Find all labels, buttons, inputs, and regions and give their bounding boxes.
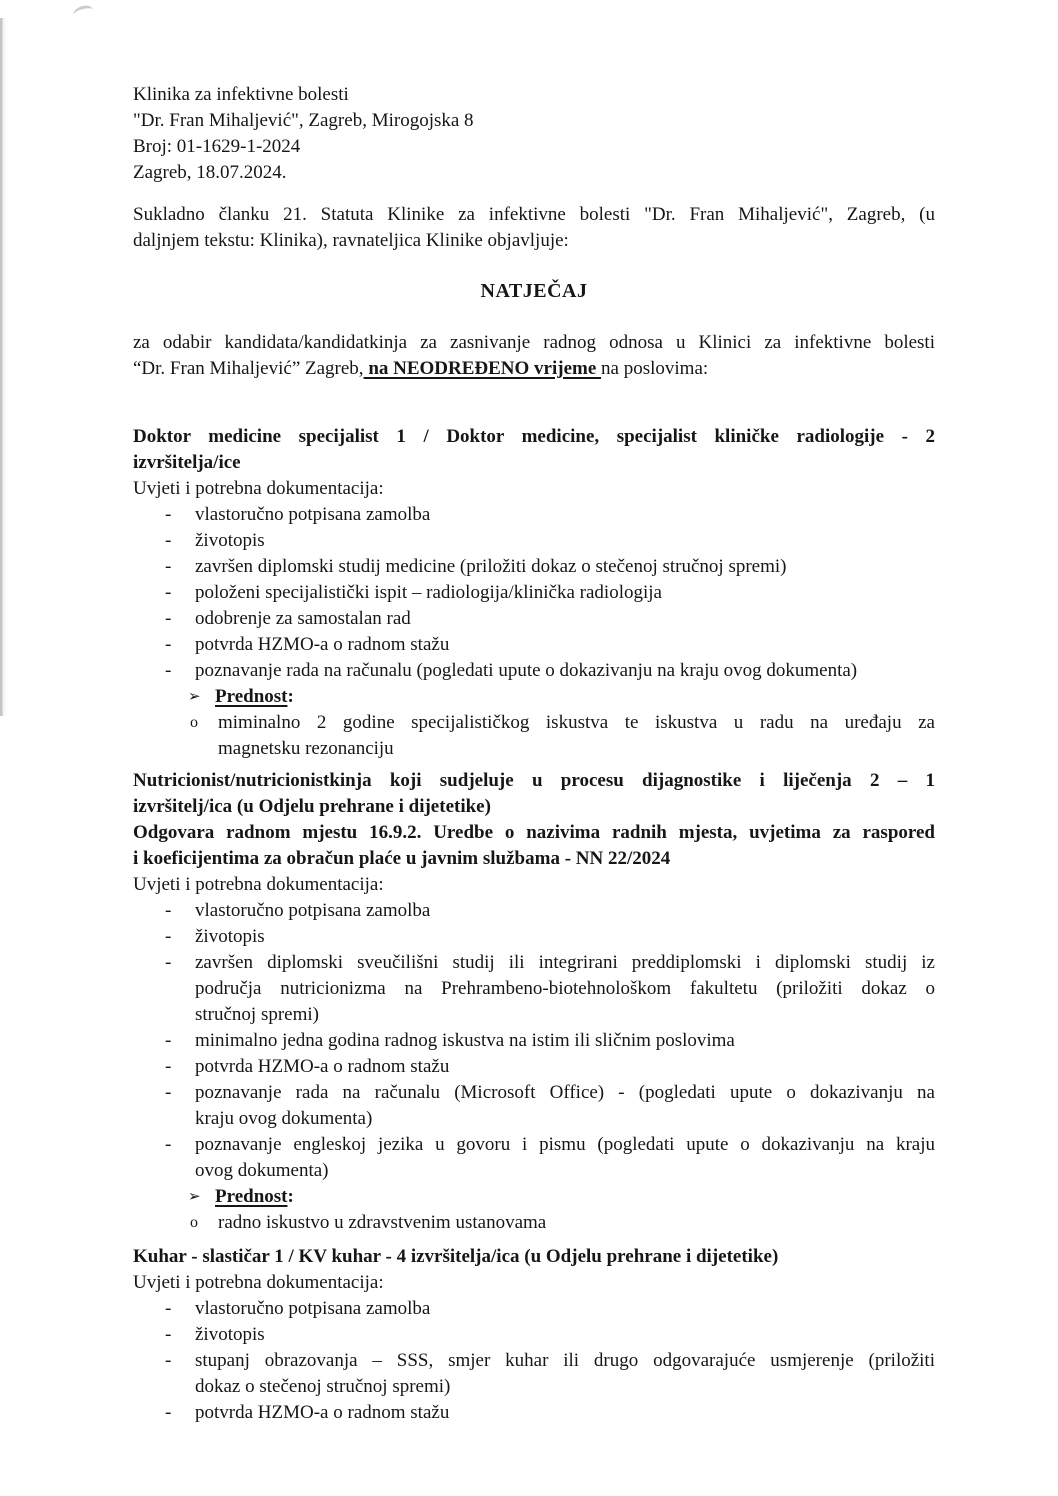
item-line: potvrda HZMO-a o radnom stažu <box>195 634 450 655</box>
circle-bullet: o <box>190 714 198 731</box>
list-item <box>133 1322 935 1348</box>
dash-bullet: - <box>165 1056 172 1077</box>
dash-bullet: - <box>165 900 172 921</box>
prednost-label: Prednost <box>215 1186 288 1207</box>
item-line: vlastoručno potpisana zamolba <box>195 1298 431 1319</box>
item-line: dokaz o stečenoj stručnoj spremi) <box>195 1376 451 1397</box>
letterhead-ref-number: Broj: 01-1629-1-2024 <box>133 136 301 157</box>
list-item <box>133 632 935 658</box>
item-line: magnetsku rezonanciju <box>218 738 394 759</box>
dash-bullet: - <box>165 634 172 655</box>
dash-bullet: - <box>165 530 172 551</box>
item-line: vlastoručno potpisana zamolba <box>195 900 431 921</box>
item-line: miminalno 2 godine specijalističkog iskustva te iskustva u radu na uređaju za <box>218 712 935 733</box>
docs-label: Uvjeti i potrebna dokumentacija: <box>133 1272 384 1293</box>
section-subtitle: i koeficijentima za obračun plaće u javnim službama - NN 22/2024 <box>133 848 671 869</box>
intro-line: Sukladno članku 21. Statuta Klinike za infektivne bolesti "Dr. Fran Mihaljević", Zagreb, (u <box>133 204 935 225</box>
letterhead-address: "Dr. Fran Mihaljević", Zagreb, Mirogojska 8 <box>133 110 474 131</box>
dash-bullet: - <box>165 1350 172 1371</box>
docs-label: Uvjeti i potrebna dokumentacija: <box>133 478 384 499</box>
section-title: izvršitelj/ica (u Odjelu prehrane i dijetetike) <box>133 796 491 817</box>
section-subtitle: Odgovara radnom mjestu 16.9.2. Uredbe o nazivima radnih mjesta, uvjetima za raspored <box>133 822 935 843</box>
lead-paragraph <box>133 330 935 382</box>
item-line: stručnoj spremi) <box>195 1004 320 1025</box>
item-line: završen diplomski studij medicine (priložiti dokaz o stečenoj stručnoj spremi) <box>195 556 787 577</box>
list-item <box>133 1054 935 1080</box>
list-item <box>133 1080 935 1132</box>
item-line: potvrda HZMO-a o radnom stažu <box>195 1402 450 1423</box>
item-line: životopis <box>195 926 265 947</box>
lead-line <box>133 356 935 382</box>
document-title: NATJEČAJ <box>480 280 588 302</box>
list-item <box>133 1348 935 1400</box>
dash-bullet: - <box>165 1030 172 1051</box>
dash-bullet: - <box>165 556 172 577</box>
item-line: položeni specijalistički ispit – radiologija/klinička radiologija <box>195 582 662 603</box>
list-item <box>133 580 935 606</box>
scan-smudge-artifact <box>72 4 94 20</box>
dash-bullet: - <box>165 582 172 603</box>
item-line: završen diplomski sveučilišni studij ili integrirani preddiplomski i diplomski studij iz <box>195 952 935 973</box>
list-item <box>133 554 935 580</box>
prednost-label: Prednost <box>215 686 288 707</box>
item-line: životopis <box>195 1324 265 1345</box>
dash-bullet: - <box>165 1298 172 1319</box>
lead-text: na poslovima: <box>601 358 709 379</box>
item-line: radno iskustvo u zdravstvenim ustanovama <box>218 1212 547 1233</box>
item-line: kraju ovog dokumenta) <box>195 1108 373 1129</box>
lead-line: za odabir kandidata/kandidatkinja za zasnivanje radnog odnosa u Klinici za infektivne bolesti <box>133 332 935 353</box>
item-line: poznavanje engleskoj jezika u govoru i pismu (pogledati upute o dokazivanju na kraju <box>195 1134 935 1155</box>
item-line: životopis <box>195 530 265 551</box>
letterhead-org-name: Klinika za infektivne bolesti <box>133 84 349 105</box>
list-item <box>133 1400 935 1426</box>
underlined-emphasis: na NEODREĐENO vrijeme <box>363 358 602 379</box>
item-line: područja nutricionizma na Prehrambeno-biotehnološkom fakultetu (priložiti dokaz o <box>195 978 935 999</box>
list-item <box>133 606 935 632</box>
section-nutricionist <box>133 768 935 1236</box>
dash-bullet: - <box>165 1324 172 1345</box>
item-line: vlastoručno potpisana zamolba <box>195 504 431 525</box>
section-title: Kuhar - slastičar 1 / KV kuhar - 4 izvršitelja/ica (u Odjelu prehrane i dijetetike) <box>133 1246 779 1267</box>
item-line: poznavanje rada na računalu (pogledati upute o dokazivanju na kraju ovog dokumenta) <box>195 660 858 681</box>
item-line: poznavanje rada na računalu (Microsoft Office) - (pogledati upute o dokazivanju na <box>195 1082 935 1103</box>
prednost-item <box>133 1210 935 1236</box>
lead-text: “Dr. Fran Mihaljević” Zagreb, <box>133 358 364 379</box>
list-item <box>133 1296 935 1322</box>
item-line: minimalno jedna godina radnog iskustva na istim ili sličnim poslovima <box>195 1030 735 1051</box>
section-title: Doktor medicine specijalist 1 / Doktor medicine, specijalist kliničke radiologije - 2 <box>133 426 935 447</box>
letterhead <box>133 82 935 186</box>
dash-bullet: - <box>165 1082 172 1103</box>
prednost-row <box>133 1184 935 1210</box>
dash-bullet: - <box>165 926 172 947</box>
scan-edge-artifact <box>0 18 9 716</box>
intro-line: daljnjem tekstu: Klinika), ravnateljica Klinike objavljuje: <box>133 230 569 251</box>
dash-bullet: - <box>165 1402 172 1423</box>
dash-bullet: - <box>165 1134 172 1155</box>
list-item <box>133 658 935 684</box>
dash-bullet: - <box>165 952 172 973</box>
prednost-colon: : <box>287 686 294 707</box>
prednost-colon: : <box>287 1186 294 1207</box>
item-line: stupanj obrazovanja – SSS, smjer kuhar ili drugo odgovarajuće usmjerenje (priložiti <box>195 1350 935 1371</box>
item-line: odobrenje za samostalan rad <box>195 608 411 629</box>
section-title: izvršitelja/ice <box>133 452 241 473</box>
list-item <box>133 924 935 950</box>
list-item <box>133 950 935 1028</box>
circle-bullet: o <box>190 1214 198 1231</box>
item-line: ovog dokumenta) <box>195 1160 329 1181</box>
section-doktor-medicine <box>133 424 935 762</box>
list-item <box>133 1028 935 1054</box>
section-kuhar <box>133 1244 935 1426</box>
letterhead-date: Zagreb, 18.07.2024. <box>133 162 287 183</box>
arrow-bullet: ➢ <box>188 689 201 705</box>
docs-label: Uvjeti i potrebna dokumentacija: <box>133 874 384 895</box>
prednost-row <box>133 684 935 710</box>
dash-bullet: - <box>165 608 172 629</box>
item-line: potvrda HZMO-a o radnom stažu <box>195 1056 450 1077</box>
section-title: Nutricionist/nutricionistkinja koji sudjeluje u procesu dijagnostike i liječenja 2 – 1 <box>133 770 935 791</box>
list-item <box>133 1132 935 1184</box>
document-content <box>133 0 935 1426</box>
list-item <box>133 898 935 924</box>
intro-paragraph <box>133 202 935 254</box>
list-item <box>133 528 935 554</box>
prednost-item <box>133 710 935 762</box>
list-item <box>133 502 935 528</box>
dash-bullet: - <box>165 504 172 525</box>
dash-bullet: - <box>165 660 172 681</box>
arrow-bullet: ➢ <box>188 1189 201 1205</box>
